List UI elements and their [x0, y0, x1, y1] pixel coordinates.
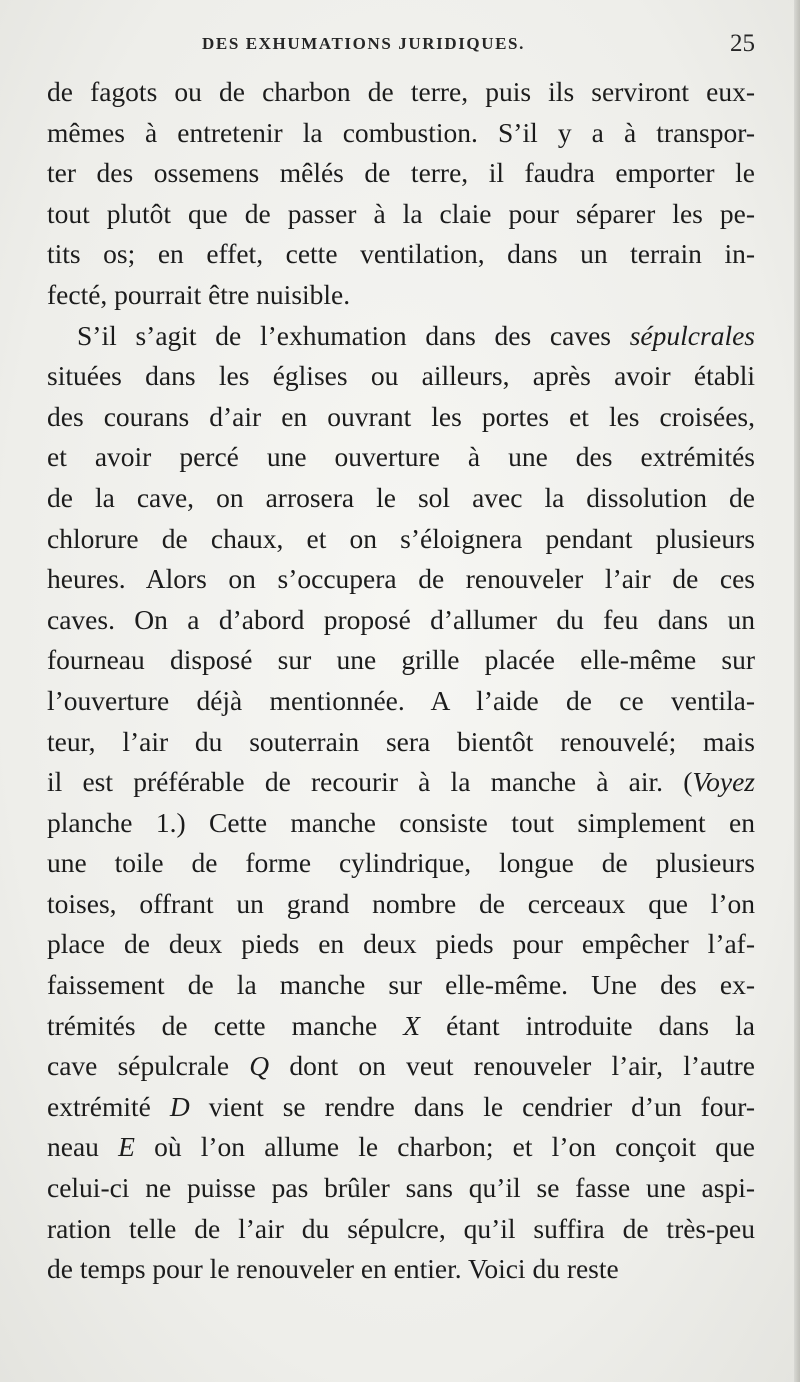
text-line: une toile de forme cylindrique, longue de plusieurs [47, 847, 755, 879]
page-edge [794, 0, 800, 1382]
italic-term: D [169, 1090, 190, 1122]
text-line: fecté, pourrait être nuisible. [47, 278, 351, 310]
text-line: mêmes à entretenir la combustion. S’il y a à transpor- [47, 116, 755, 148]
italic-term: Q [249, 1050, 270, 1082]
text-line: cave sépulcrale Q dont on veut renouveler l’air, l’autre [47, 1050, 755, 1082]
body-text [47, 72, 755, 1290]
text-line: tout plutôt que de passer à la claie pour séparer les pe- [47, 197, 755, 229]
italic-term: sépulcrales [629, 319, 755, 351]
text-line: planche 1.) Cette manche consiste tout simplement en [47, 806, 755, 838]
text-line: et avoir percé une ouverture à une des extrémités [47, 441, 755, 473]
text-line: toises, offrant un grand nombre de cerceaux que l’on [47, 887, 755, 919]
text-line: des courans d’air en ouvrant les portes et les croisées, [47, 400, 755, 432]
text-line: situées dans les églises ou ailleurs, après avoir établi [47, 360, 755, 392]
text-line: S’il s’agit de l’exhumation dans des caves sépulcrales [77, 319, 755, 351]
text-line: tits os; en effet, cette ventilation, dans un terrain in- [47, 238, 755, 270]
text-line: chlorure de chaux, et on s’éloignera pendant plusieurs [47, 522, 755, 554]
text-line: heures. Alors on s’occupera de renouveler l’air de ces [47, 563, 755, 595]
page-header [47, 30, 757, 64]
text-line: l’ouverture déjà mentionnée. A l’aide de ce ventila- [47, 684, 755, 716]
page-number: 25 [730, 30, 755, 57]
text-line: faissement de la manche sur elle-même. Une des ex- [47, 969, 755, 1001]
text-line: caves. On a d’abord proposé d’allumer du feu dans un [47, 603, 755, 635]
text-line: fourneau disposé sur une grille placée elle-même sur [47, 644, 755, 676]
running-head: DES EXHUMATIONS JURIDIQUES. [202, 34, 525, 53]
text-line: de temps pour le renouveler en entier. Voici du reste [47, 1253, 619, 1285]
text-line: trémités de cette manche X étant introduite dans la [47, 1009, 755, 1041]
text-line: celui-ci ne puisse pas brûler sans qu’il se fasse une aspi- [47, 1172, 755, 1204]
text-line: de la cave, on arrosera le sol avec la dissolution de [47, 481, 755, 513]
text-line: ration telle de l’air du sépulcre, qu’il suffira de très-peu [47, 1212, 755, 1244]
text-line: il est préférable de recourir à la manche à air. (Voyez [47, 766, 755, 798]
italic-term: E [118, 1131, 135, 1163]
text-line: ter des ossemens mêlés de terre, il faudra emporter le [47, 157, 755, 189]
text-line: teur, l’air du souterrain sera bientôt renouvelé; mais [47, 725, 755, 757]
italic-term: X [403, 1009, 421, 1041]
italic-term: Voyez [692, 766, 755, 798]
text-line: neau E où l’on allume le charbon; et l’on conçoit que [47, 1131, 755, 1163]
text-line: de fagots ou de charbon de terre, puis ils serviront eux- [47, 76, 755, 107]
text-line: extrémité D vient se rendre dans le cendrier d’un four- [47, 1090, 755, 1122]
text-line: place de deux pieds en deux pieds pour empêcher l’af- [47, 928, 755, 960]
